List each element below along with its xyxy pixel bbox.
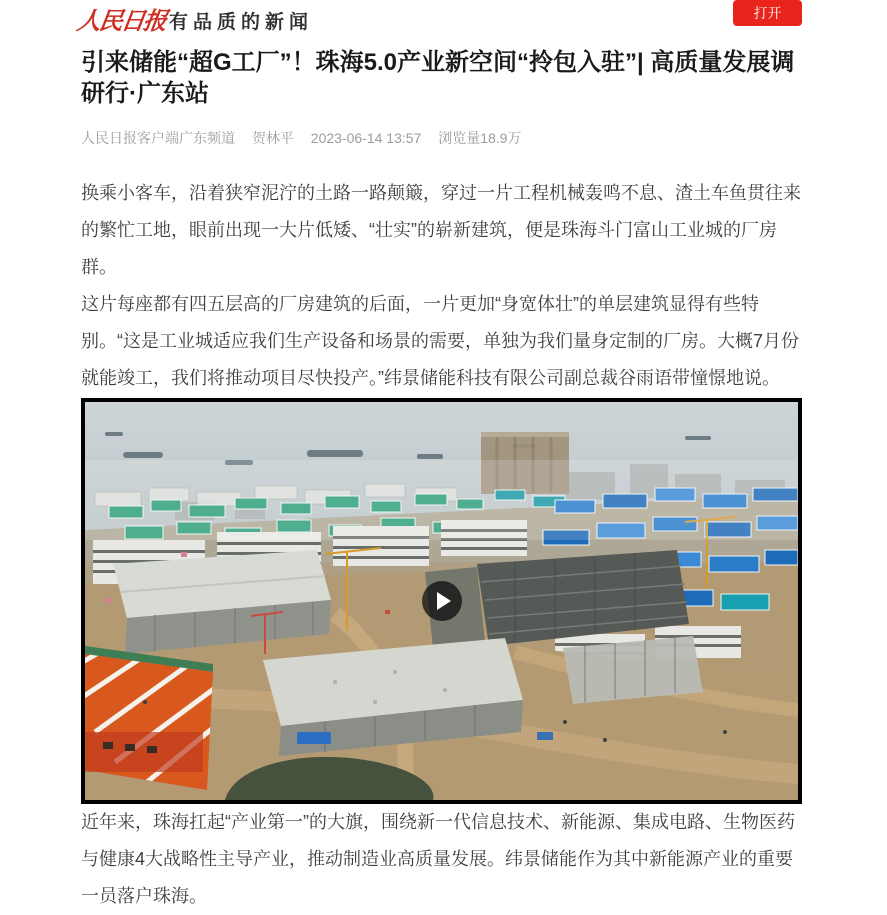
open-app-button[interactable]: 打开 <box>733 0 802 26</box>
view-count: 浏览量18.9万 <box>438 130 522 146</box>
play-button[interactable] <box>422 581 462 621</box>
video-player[interactable] <box>81 398 802 804</box>
app-banner <box>75 0 802 40</box>
article-source: 人民日报客户端广东频道 <box>81 130 235 146</box>
play-icon <box>437 592 451 610</box>
article-paragraph: 换乘小客车，沿着狭窄泥泞的土路一路颠簸，穿过一片工程机械轰鸣不息、渣土车鱼贯往来的繁忙工地，眼前出现一大片低矮、“壮实”的崭新建筑，便是珠海斗门富山工业城的厂房群。 <box>81 183 801 277</box>
article-meta <box>81 130 802 146</box>
article-paragraph: 近年来，珠海扛起“产业第一”的大旗，围绕新一代信息技术、新能源、集成电路、生物医药与健康4大战略性主导产业，推动制造业高质量发展。纬景储能作为其中新能源产业的重要一员落户珠海。 <box>81 812 795 906</box>
article-paragraph: 这片每座都有四五层高的厂房建筑的后面，一片更加“身宽体壮”的单层建筑显得有些特别。“这是工业城适应我们生产设备和场景的需要，单独为我们量身定制的厂房。大概7月份就能竣工，我们将推动项目尽快投产。”纬景储能科技有限公司副总裁谷雨语带憧憬地说。 <box>81 294 800 388</box>
framed-building-right <box>563 636 703 704</box>
article-body <box>81 175 802 915</box>
article-title: 引来储能“超G工厂”！珠海5.0产业新空间“拎包入驻”| 高质量发展调研行·广东站 <box>81 49 795 107</box>
publish-time: 2023-06-14 13:57 <box>310 130 422 146</box>
peoples-daily-logo: 人民日报 <box>75 9 167 35</box>
banner-slogan: 有品质的新闻 <box>169 12 314 33</box>
page-container <box>75 0 802 915</box>
article-author: 贺林平 <box>251 130 294 146</box>
